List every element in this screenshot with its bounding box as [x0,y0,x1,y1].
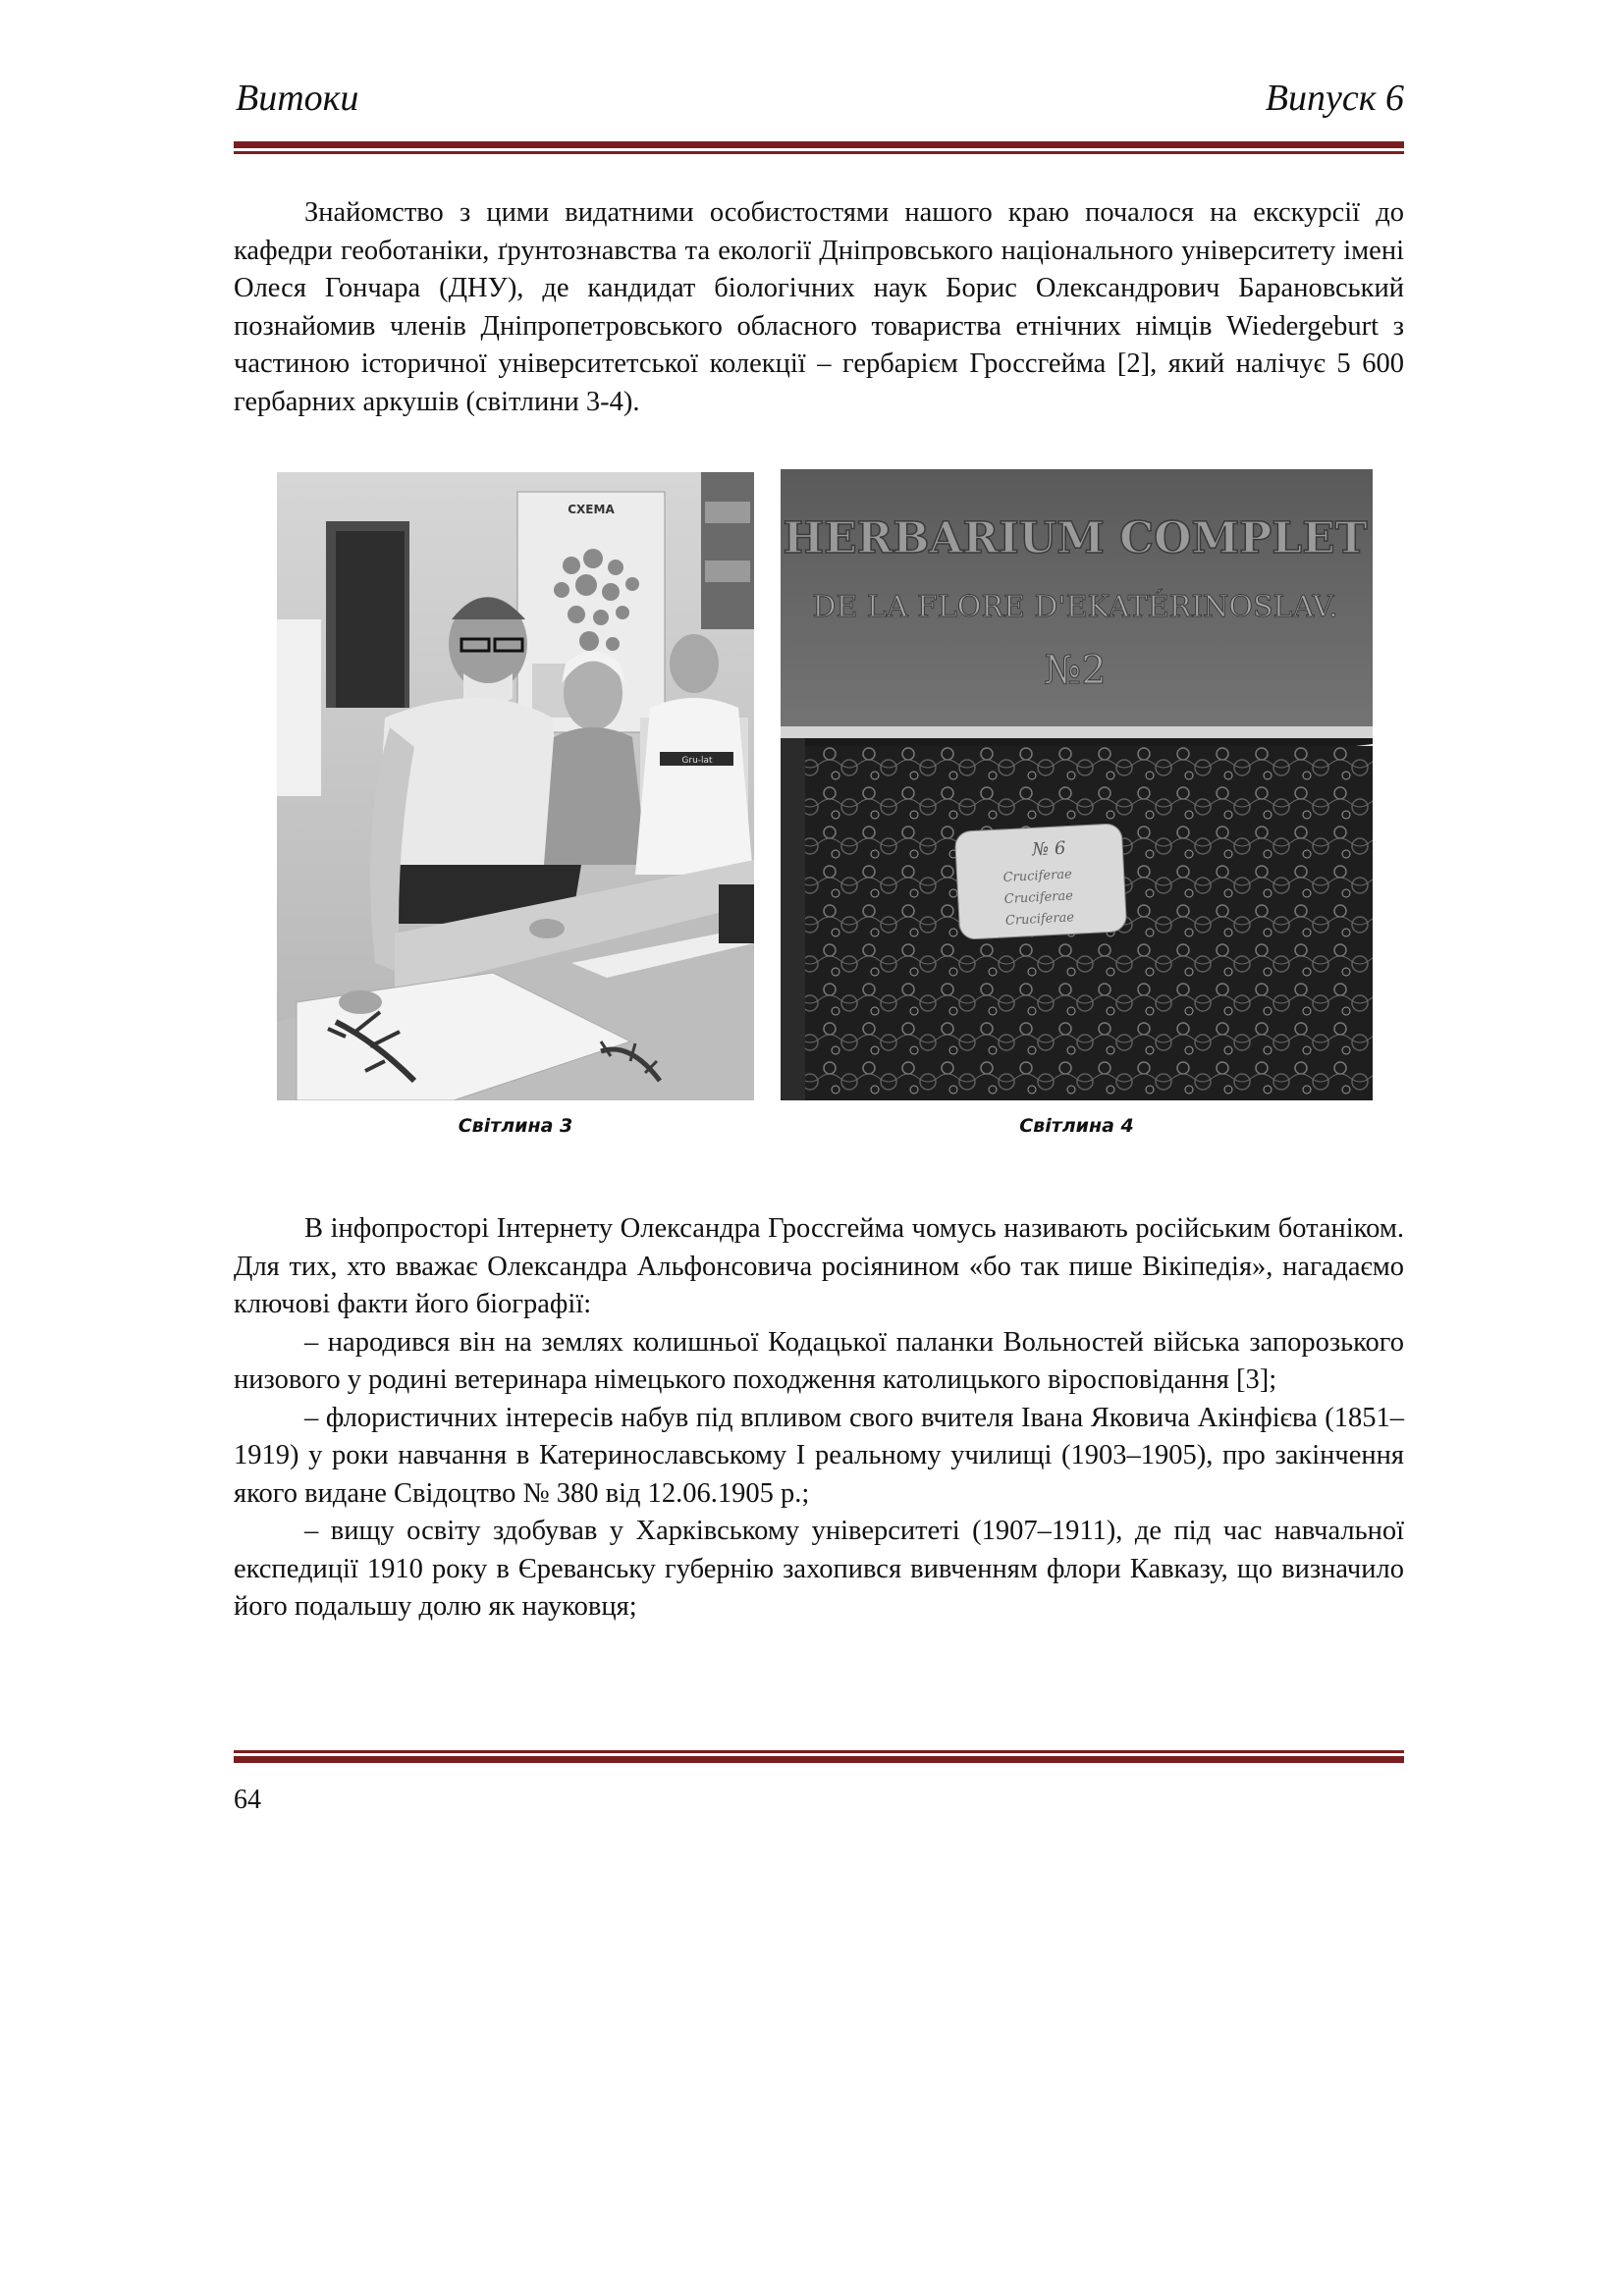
header-rule [234,141,1404,154]
photo-herbarium-box-icon [781,469,1373,1100]
running-header [234,77,1404,126]
label-line-4: Cruciferae [1004,910,1075,929]
list-item: – вищу освіту здобував у Харківському університеті (1907–1911), де під час навчальної експедиції 1910 року в Єреванську губернію захопився вивченням флори Кавказу, що визначило його подальшу долю як науковця; [234,1516,1404,1622]
poster-title: СХЕМА [568,503,615,516]
photo-people-herbarium-icon [277,472,754,1100]
list-item: – флористичних інтересів набув під впливом свого вчителя Івана Яковича Акінфієва (1851–1919) у роки навчання в Катеринославському І реальному училищі (1903–1905), про закінчення якого видане Свідоцтво № 380 від 12.06.1905 р.; [234,1402,1404,1509]
label-line-1: № 6 [1031,837,1066,861]
intro-text [234,194,1404,421]
photo-4-caption: Світлина 4 [1019,1115,1134,1137]
list-item: – народився він на землях колишньої Кодацької паланки Вольностей війська запорозького низового у родині ветеринара німецького походження католицького віросповідання [3]; [234,1326,1404,1395]
paragraph: Знайомство з цими видатними особистостями нашого краю почалося на екскурсії до кафедри геоботаніки, ґрунтознавства та екології Дніпровського національного університету імені Олеся Гончара (ДНУ), де кандидат біологічних наук Борис Олександрович Барановський познайомив членів Дніпропетровського обласного товариства етнічних німців Wiedergeburt з частиною історичної університетської колекції – гербарієм Гроссгейма [2], який налічує 5 600 гербарних аркушів (світлини 3-4). [234,197,1404,417]
issue-number: Випуск 6 [1265,78,1404,119]
body-text [234,1210,1404,1627]
shirt-text: Gru-lat [681,756,713,766]
box-line-2: DE LA FLORE D'EKATÉRINOSLAV. [812,590,1338,624]
label-line-3: Cruciferae [1003,888,1074,907]
box-line-3: №2 [1044,648,1107,693]
photo-3 [277,472,754,1100]
photo-4 [781,469,1373,1100]
label-line-2: Cruciferae [1002,867,1073,885]
box-line-1: HERBARIUM COMPLET [783,513,1368,563]
page-number: 64 [234,1785,261,1815]
footer-rule [234,1750,1404,1763]
photo-3-caption: Світлина 3 [458,1115,573,1137]
paragraph: В інфопросторі Інтернету Олександра Гроссгейма чомусь називають російським ботаніком. Для тих, хто вважає Олександра Альфонсовича росіянином «бо так пише Вікіпедія», нагадаємо ключові факти його біографії: [234,1213,1404,1319]
journal-title: Витоки [236,78,359,119]
